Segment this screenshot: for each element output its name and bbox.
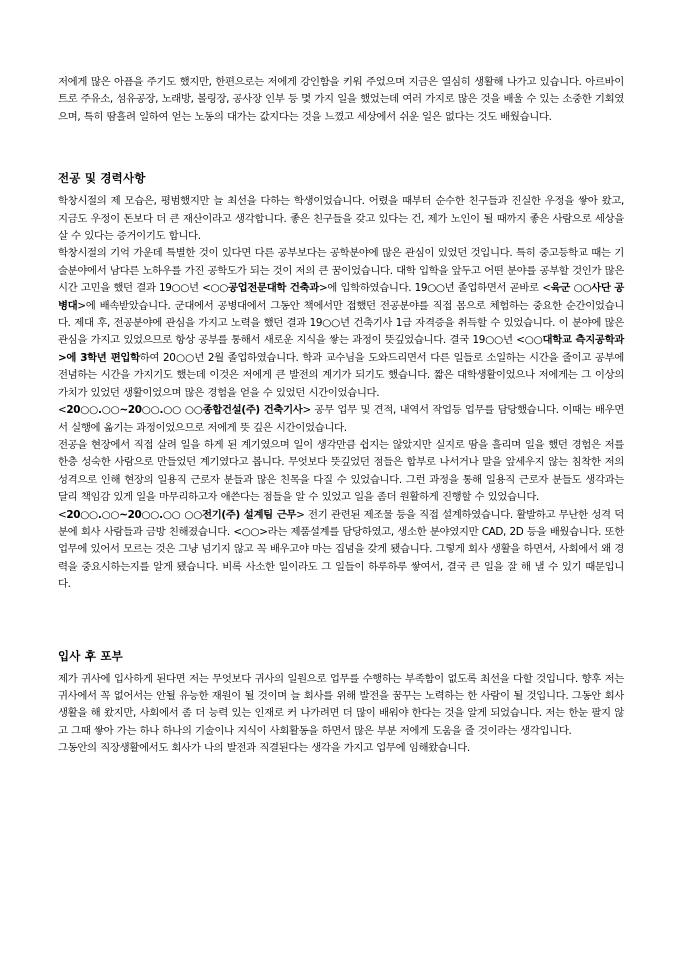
military-unit: 육군 ○○사단 공병대 xyxy=(58,282,624,312)
aspiration-paragraph: 제가 귀사에 입사하게 된다면 저는 무엇보다 귀사의 일원으로 업무를 수행하는 부족함이 없도록 최선을 다할 것입니다. 향후 저는 귀사에서 꼭 없어서는 안될 유능한 재원이 될 것이며 늘 회사를 위해 발전을 꿈꾸는 노력하는 한 사람이 될 것입니다. 그동안 회사생활을 해 왔지만, 사회에서 좀 더 능력 있는 인재로 커 나가려면 더 많이 배워야 한다는 것을 알게 되었습니다. 저는 한눈 팔지 않고 그때 쌓아 가는 하나 하나의 기술이나 지식이 사회활동을 하면서 많은 부분 저에게 도움을 줄 것이라는 생각입니다. xyxy=(58,672,624,737)
job1-text: > 공무 업무 및 견적, 내역서 작업등 업무를 담당했습니다. 이때는 배우면서 실행에 옮기는 과정이었으므로 저에게 뜻 깊은 시간이었습니다. xyxy=(58,404,624,434)
career-paragraph-field-experience: 전공을 현장에서 직접 살려 일을 하게 된 계기였으며 일이 생각만큼 쉽지는 않았지만 실지로 땀을 흘리며 일을 했던 경험은 저를 한층 성숙한 사람으로 만들었던 계기였다고 봅니다. 무엇보다 뜻깊었던 점들은 합부로 나서거나 말을 앞세우지 않는 침착한 저의 성격으로 인해 현장의 일용직 근로자 분들과 많은 친목을 다질 수 있었습니다. 그런 과정을 통해 일용직 근로자 분들도 생각과는 달리 책임감 있게 일을 마무리하고자 애쓴다는 점들을 알 수 있었고 일을 좀더 원활하게 진행할 수 있었습니다. xyxy=(58,438,624,504)
job1-text: < xyxy=(58,404,67,417)
university-transfer: ○○대학교 측지공학과>에 3학년 편입학 xyxy=(58,334,624,364)
college-name: ○○공업전문대학 건축과 xyxy=(210,282,319,295)
education-text: 학창시절의 기억 가운데 특별한 것이 있다면 다른 공부보다는 공학분야에 많은 관심이 있었던 것입니다. 특히 중고등학교 때는 기술분야에서 남다른 노하우를 가진 공학도가 되는 것이 저의 큰 꿈이었습니다. 대학 입학을 앞두고 어떤 분야를 공부할 것인가 많은 시간 고민을 했던 결과 19○○년 < xyxy=(58,247,624,295)
aspiration-paragraph-closing: 그동안의 직장생활에서도 회사가 나의 발전과 직결된다는 생각을 가지고 업무에 임해왔습니다. xyxy=(58,742,470,755)
career-paragraph-school: 학창시절의 제 모습은, 평범했지만 늘 최선을 다하는 학생이었습니다. 어렸을 때부터 순수한 친구들과 진실한 우정을 쌓아 왔고, 지금도 우정이 돈보다 더 큰 재산이라고 생각합니다. 좋은 친구들을 갖고 있다는 건, 제가 노인이 될 때까지 좋은 사람으로 세상을 살 수 있다는 증거이기도 합니다. xyxy=(58,195,624,243)
career-paragraph-job2 xyxy=(58,507,624,594)
job2-text: > 전기 관련된 제조물 등을 직접 설계하였습니다. 활발하고 무난한 성격 덕분에 회사 사람들과 금방 친해졌습니다. <○○>라는 제품설계를 담당하였고, 생소한 분야였지만 CAD, 2D 등을 배웠습니다. 또한 업무에 있어서 모르는 것은 그냥 넘기지 않고 꼭 배우고야 마는 집념을 갖게 됐습니다. 그렇게 회사 생활을 하면서, 사회에서 왜 경력을 중요시하는지를 알게 됐습니다. 비록 사소한 일이라도 그 일들이 하루하루 쌓여서, 결국 큰 일을 잘 해 낼 수 있기 때문입니다. xyxy=(58,508,624,591)
career-paragraph-job1 xyxy=(58,402,624,437)
aspiration-section-heading: 입사 후 포부 xyxy=(58,648,123,663)
education-text: >에 배속받았습니다. 군대에서 공병대에서 그동안 책에서만 접했던 전공분야를 직접 몸으로 체험하는 중요한 순간이었습니다. 제대 후, 전공분야에 관심을 가지고 노력을 했던 결과 19○○년 건축기사 1급 자격증을 취득할 수 있었습니다. 이 분야에 많은 관심을 가지고 있었으므로 항상 공부를 통해서 새로운 지식을 쌓는 과정이 뜻깊었습니다. 결국 19○○년 < xyxy=(58,299,624,347)
career-paragraph-education xyxy=(58,245,624,402)
job1-title: 20○○.○○~20○○.○○ ○○종합건설(주) 건축기사 xyxy=(66,404,303,417)
intro-paragraph: 저에게 많은 아픔을 주기도 했지만, 한편으로는 저에게 강인함을 키워 주었으며 지금은 열심히 생활해 나가고 있습니다. 아르바이트로 주유소, 섬유공장, 노래방, 볼링장, 공사장 인부 등 몇 가지 일을 했었는데 여러 가지로 많은 것을 배울 수 있는 소중한 기회였으며, 특히 땀흘려 일하여 얻는 노동의 대가는 값지다는 것을 느꼈고 세상에서 쉬운 일은 없다는 것도 배웠습니다. xyxy=(58,76,624,123)
education-text: >에 입학하였습니다. 19○○년 졸업하면서 곧바로 < xyxy=(318,282,551,295)
career-section-heading: 전공 및 경력사항 xyxy=(58,171,146,186)
job2-title: 20○○.○○~20○○.○○ ○○전기(주) 설계팀 근무 xyxy=(66,508,297,521)
job2-text: < xyxy=(58,508,67,521)
education-text: 하여 20○○년 2월 졸업하였습니다. 학과 교수님을 도와드리면서 다른 일들로 소일하는 시간을 줄이고 공부에 전념하는 시간을 가지기도 했는데 이것은 저에게 큰 발전의 계기가 되기도 했습니다. 짧은 대학생활이었으나 저에게는 그 이상의 가치가 있었던 생활이었으며 많은 경험을 얻을 수 있었던 시간이었습니다. xyxy=(58,351,624,399)
